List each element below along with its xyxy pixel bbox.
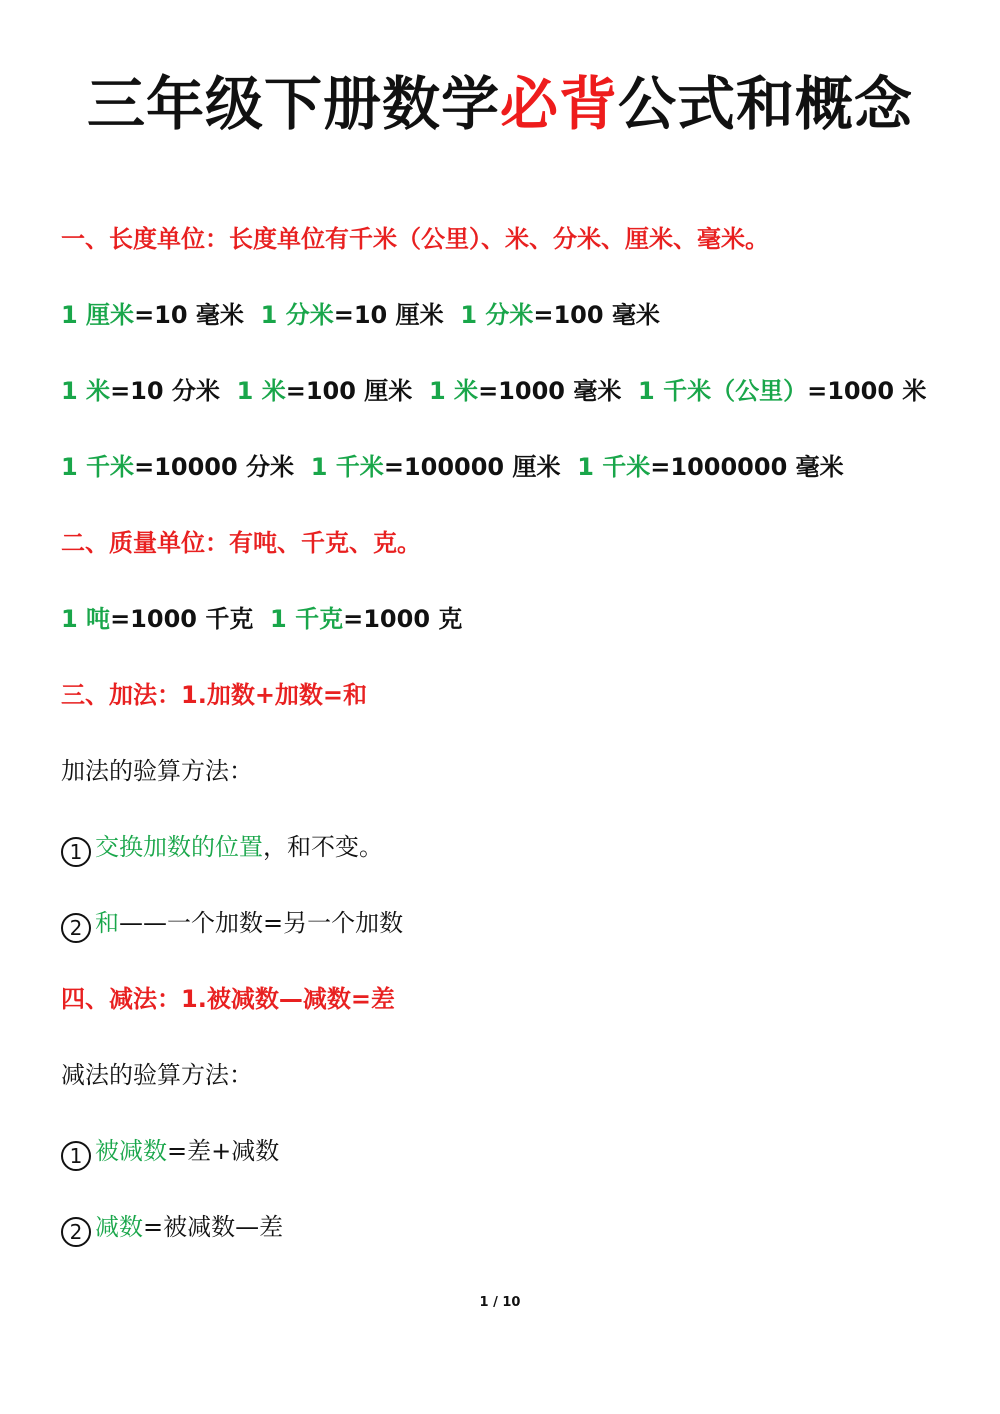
circled-number: 2 (61, 1217, 91, 1247)
addition-check-title: 加法的验算方法： (61, 757, 253, 785)
item-green-text: 被减数 (95, 1137, 167, 1165)
unit-term: 1 千米 (61, 453, 135, 481)
addition-check-item-2 (61, 906, 403, 943)
page-number: 1 / 10 (479, 1295, 521, 1310)
section-2-heading: 二、质量单位：有吨、千克、克。 (61, 529, 421, 557)
unit-term: 1 千米（公里） (638, 377, 808, 405)
unit-term: 1 千克 (270, 605, 344, 633)
unit-term: 1 米 (61, 377, 111, 405)
section-1-heading: 一、长度单位：长度单位有千米（公里）、米、分米、厘米、毫米。 (61, 225, 769, 253)
unit-value: =100 毫米 (533, 301, 660, 329)
unit-value: =10 厘米 (333, 301, 444, 329)
item-green-text: 和 (95, 909, 119, 937)
length-row-2 (61, 374, 926, 408)
subtraction-check-item-1 (61, 1134, 279, 1171)
title-highlight: 必背 (499, 70, 618, 138)
page-title (0, 62, 1000, 146)
unit-term: 1 米 (236, 377, 286, 405)
unit-value: =100 厘米 (285, 377, 413, 405)
unit-value: =1000 毫米 (478, 377, 622, 405)
unit-term: 1 千米 (577, 453, 651, 481)
unit-term: 1 千米 (310, 453, 384, 481)
unit-value: =100000 厘米 (383, 453, 561, 481)
unit-term: 1 分米 (460, 301, 534, 329)
unit-value: =10000 分米 (134, 453, 295, 481)
unit-value: =1000 千克 (110, 605, 254, 633)
subtraction-check-title: 减法的验算方法： (61, 1061, 253, 1089)
item-green-text: 减数 (95, 1213, 143, 1241)
subtraction-check-item-2 (61, 1210, 283, 1247)
unit-value: =1000 克 (343, 605, 463, 633)
section-3-heading: 三、加法：1.加数+加数=和 (61, 681, 368, 709)
unit-value: =10 毫米 (134, 301, 244, 329)
unit-value: =1000000 毫米 (650, 453, 844, 481)
unit-term: 1 吨 (61, 605, 111, 633)
item-text: ，和不变。 (263, 833, 383, 861)
mass-row-1 (61, 602, 462, 636)
circled-number: 1 (61, 837, 91, 867)
unit-value: =10 分米 (110, 377, 220, 405)
unit-term: 1 米 (429, 377, 479, 405)
unit-term: 1 厘米 (61, 301, 135, 329)
title-part-1: 三年级下册数学 (86, 70, 500, 138)
section-4-heading: 四、减法：1.被减数—减数=差 (61, 985, 395, 1013)
addition-check-item-1 (61, 830, 383, 867)
circled-number: 1 (61, 1141, 91, 1171)
length-row-3 (61, 450, 844, 484)
item-text: =被减数—差 (143, 1213, 284, 1241)
unit-value: =1000 米 (807, 377, 927, 405)
circled-number: 2 (61, 913, 91, 943)
length-row-1 (61, 298, 660, 332)
unit-term: 1 分米 (260, 301, 334, 329)
title-part-2: 公式和概念 (618, 70, 914, 138)
item-green-text: 交换加数的位置 (95, 833, 263, 861)
item-text: =差+减数 (167, 1137, 280, 1165)
item-text: ——一个加数=另一个加数 (119, 909, 404, 937)
